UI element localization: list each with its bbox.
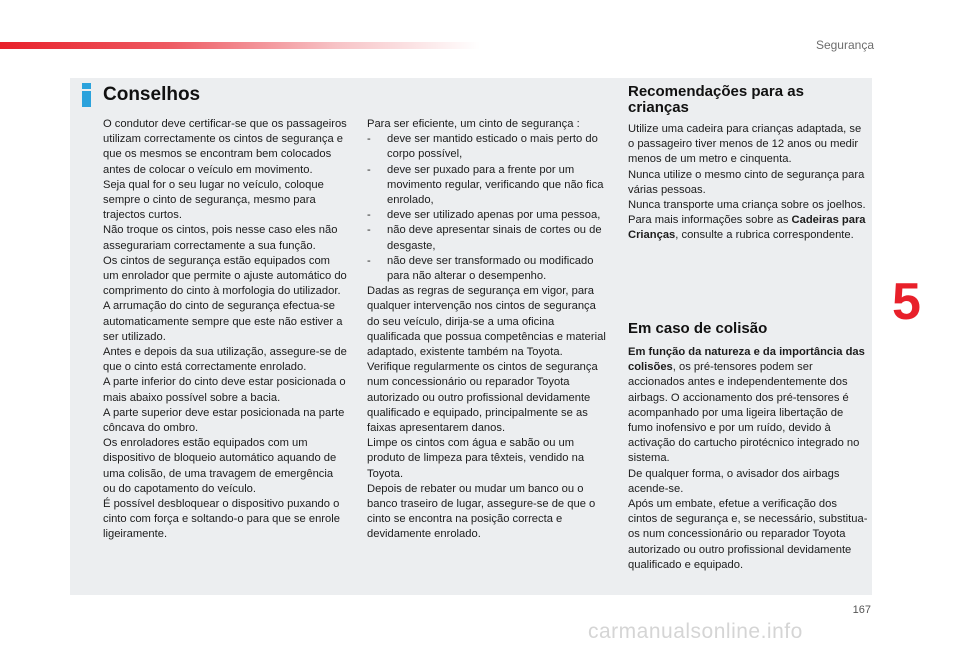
paragraph: Utilize uma cadeira para crianças adaptada, se o passageiro tiver menos de 12 anos ou medir menos de um metro e cinquenta. [628,123,862,166]
paragraph: De qualquer forma, o avisador dos airbags acende-se. [628,467,840,495]
paragraph: Os enroladores estão equipados com um dispositivo de bloqueio automático aquando de uma colisão, de uma travagem de emergência ou do capotamento do veículo. [103,437,337,495]
list-item: - deve ser puxado para a frente por um movimento regular, verificando que não fica enrolado, [367,163,607,209]
recomendacoes-text [628,122,868,244]
text-span: Para mais informações sobre as [628,214,792,227]
paragraph [628,345,868,467]
conselhos-column-1 [103,117,348,543]
paragraph: Após um embate, efetue a verificação dos cintos de segurança e, se necessário, substitua-os num concessionário ou reparador Toyota autorizado ou outro profissional devidamente qualificado e equipado. [628,498,868,571]
cross-reference-link: Cadeiras para Crianças [628,214,866,242]
list-item: - não deve apresentar sinais de cortes ou de desgaste, [367,223,607,253]
list-item: - deve ser utilizado apenas por uma pessoa, [367,208,607,223]
paragraph: A parte inferior do cinto deve estar posicionada o mais abaixo possível sobre a bacia. [103,376,346,404]
info-icon [78,83,95,107]
watermark: carmanualsonline.info [588,620,803,643]
paragraph: Limpe os cintos com água e sabão ou um produto de limpeza para têxteis, vendido na Toyota. [367,437,585,480]
list-item: - não deve ser transformado ou modificado para não alterar o desempenho. [367,254,607,284]
paragraph: Não troque os cintos, pois nesse caso eles não assegurariam correctamente a sua função. [103,224,338,252]
paragraph: Antes e depois da sua utilização, assegure-se de que o cinto está correctamente enrolado. [103,346,347,374]
bold-lead: Em função da natureza e da importância das colisões [628,346,865,374]
paragraph: Verifique regularmente os cintos de segurança num concessionário ou reparador Toyota autorizado ou outro profissional devidamente qualificado e equipado, principalmente se as faixas apresentarem danos. [367,361,598,435]
paragraph: Seja qual for o seu lugar no veículo, coloque sempre o cinto de segurança, mesmo para trajectos curtos. [103,178,324,222]
list-item: - deve ser mantido esticado o mais perto do corpo possível, [367,132,607,162]
section-title: Segurança [815,38,874,52]
colisao-text [628,345,868,573]
page-number: 167 [852,604,871,616]
paragraph: Os cintos de segurança estão equipados com um enrolador que permite o ajuste automático do comprimento do cinto à morfologia do utilizador. A arrumação do cinto de segurança efectua-se automaticamente sempre que este não estiver a ser utilizado. [103,254,347,343]
paragraph: É possível desbloquear o dispositivo puxando o cinto com força e soltando-o para que se enrole ligeiramente. [103,498,340,541]
paragraph: A parte superior deve estar posicionada na parte côncava do ombro. [103,406,345,435]
paragraph: Depois de rebater ou mudar um banco ou o banco traseiro de lugar, assegure-se de que o cinto se encontra na posição correcta e devidamente enrolado. [367,482,596,541]
conselhos-column-2 [367,117,607,543]
paragraph: Nunca transporte uma criança sobre os joelhos. [628,199,866,212]
paragraph [628,213,868,243]
text-span: , os pré-tensores podem ser accionados antes e independentemente dos airbags. O accionamento dos pré-tensores é acompanhado por uma ligeira libertação de fumo inofensivo e por um ruído, devido à activação do cartucho pirotécnico integrado no sistema. [628,361,860,465]
text-span: , consulte a rubrica correspondente. [675,229,854,242]
list-intro: Para ser eficiente, um cinto de segurança : [367,118,580,130]
paragraph: Nunca utilize o mesmo cinto de segurança para várias pessoas. [628,168,865,196]
chapter-number: 5 [892,273,921,331]
paragraph: O condutor deve certificar-se que os passageiros utilizam correctamente os cintos de segurança e que os mesmos se encontram bem colocados antes de colocar o veículo em movimento. [103,118,347,176]
header-accent-bar [0,42,480,49]
paragraph: Dadas as regras de segurança em vigor, para qualquer intervenção nos cintos de segurança do seu veículo, dirija-se a uma oficina qualificada que possua competências e material adaptado, existente também na Toyota. [367,285,606,359]
recomendacoes-title: Recomendações para as crianças [628,83,804,116]
colisao-title: Em caso de colisão [628,320,768,337]
conselhos-title: Conselhos [103,84,201,105]
